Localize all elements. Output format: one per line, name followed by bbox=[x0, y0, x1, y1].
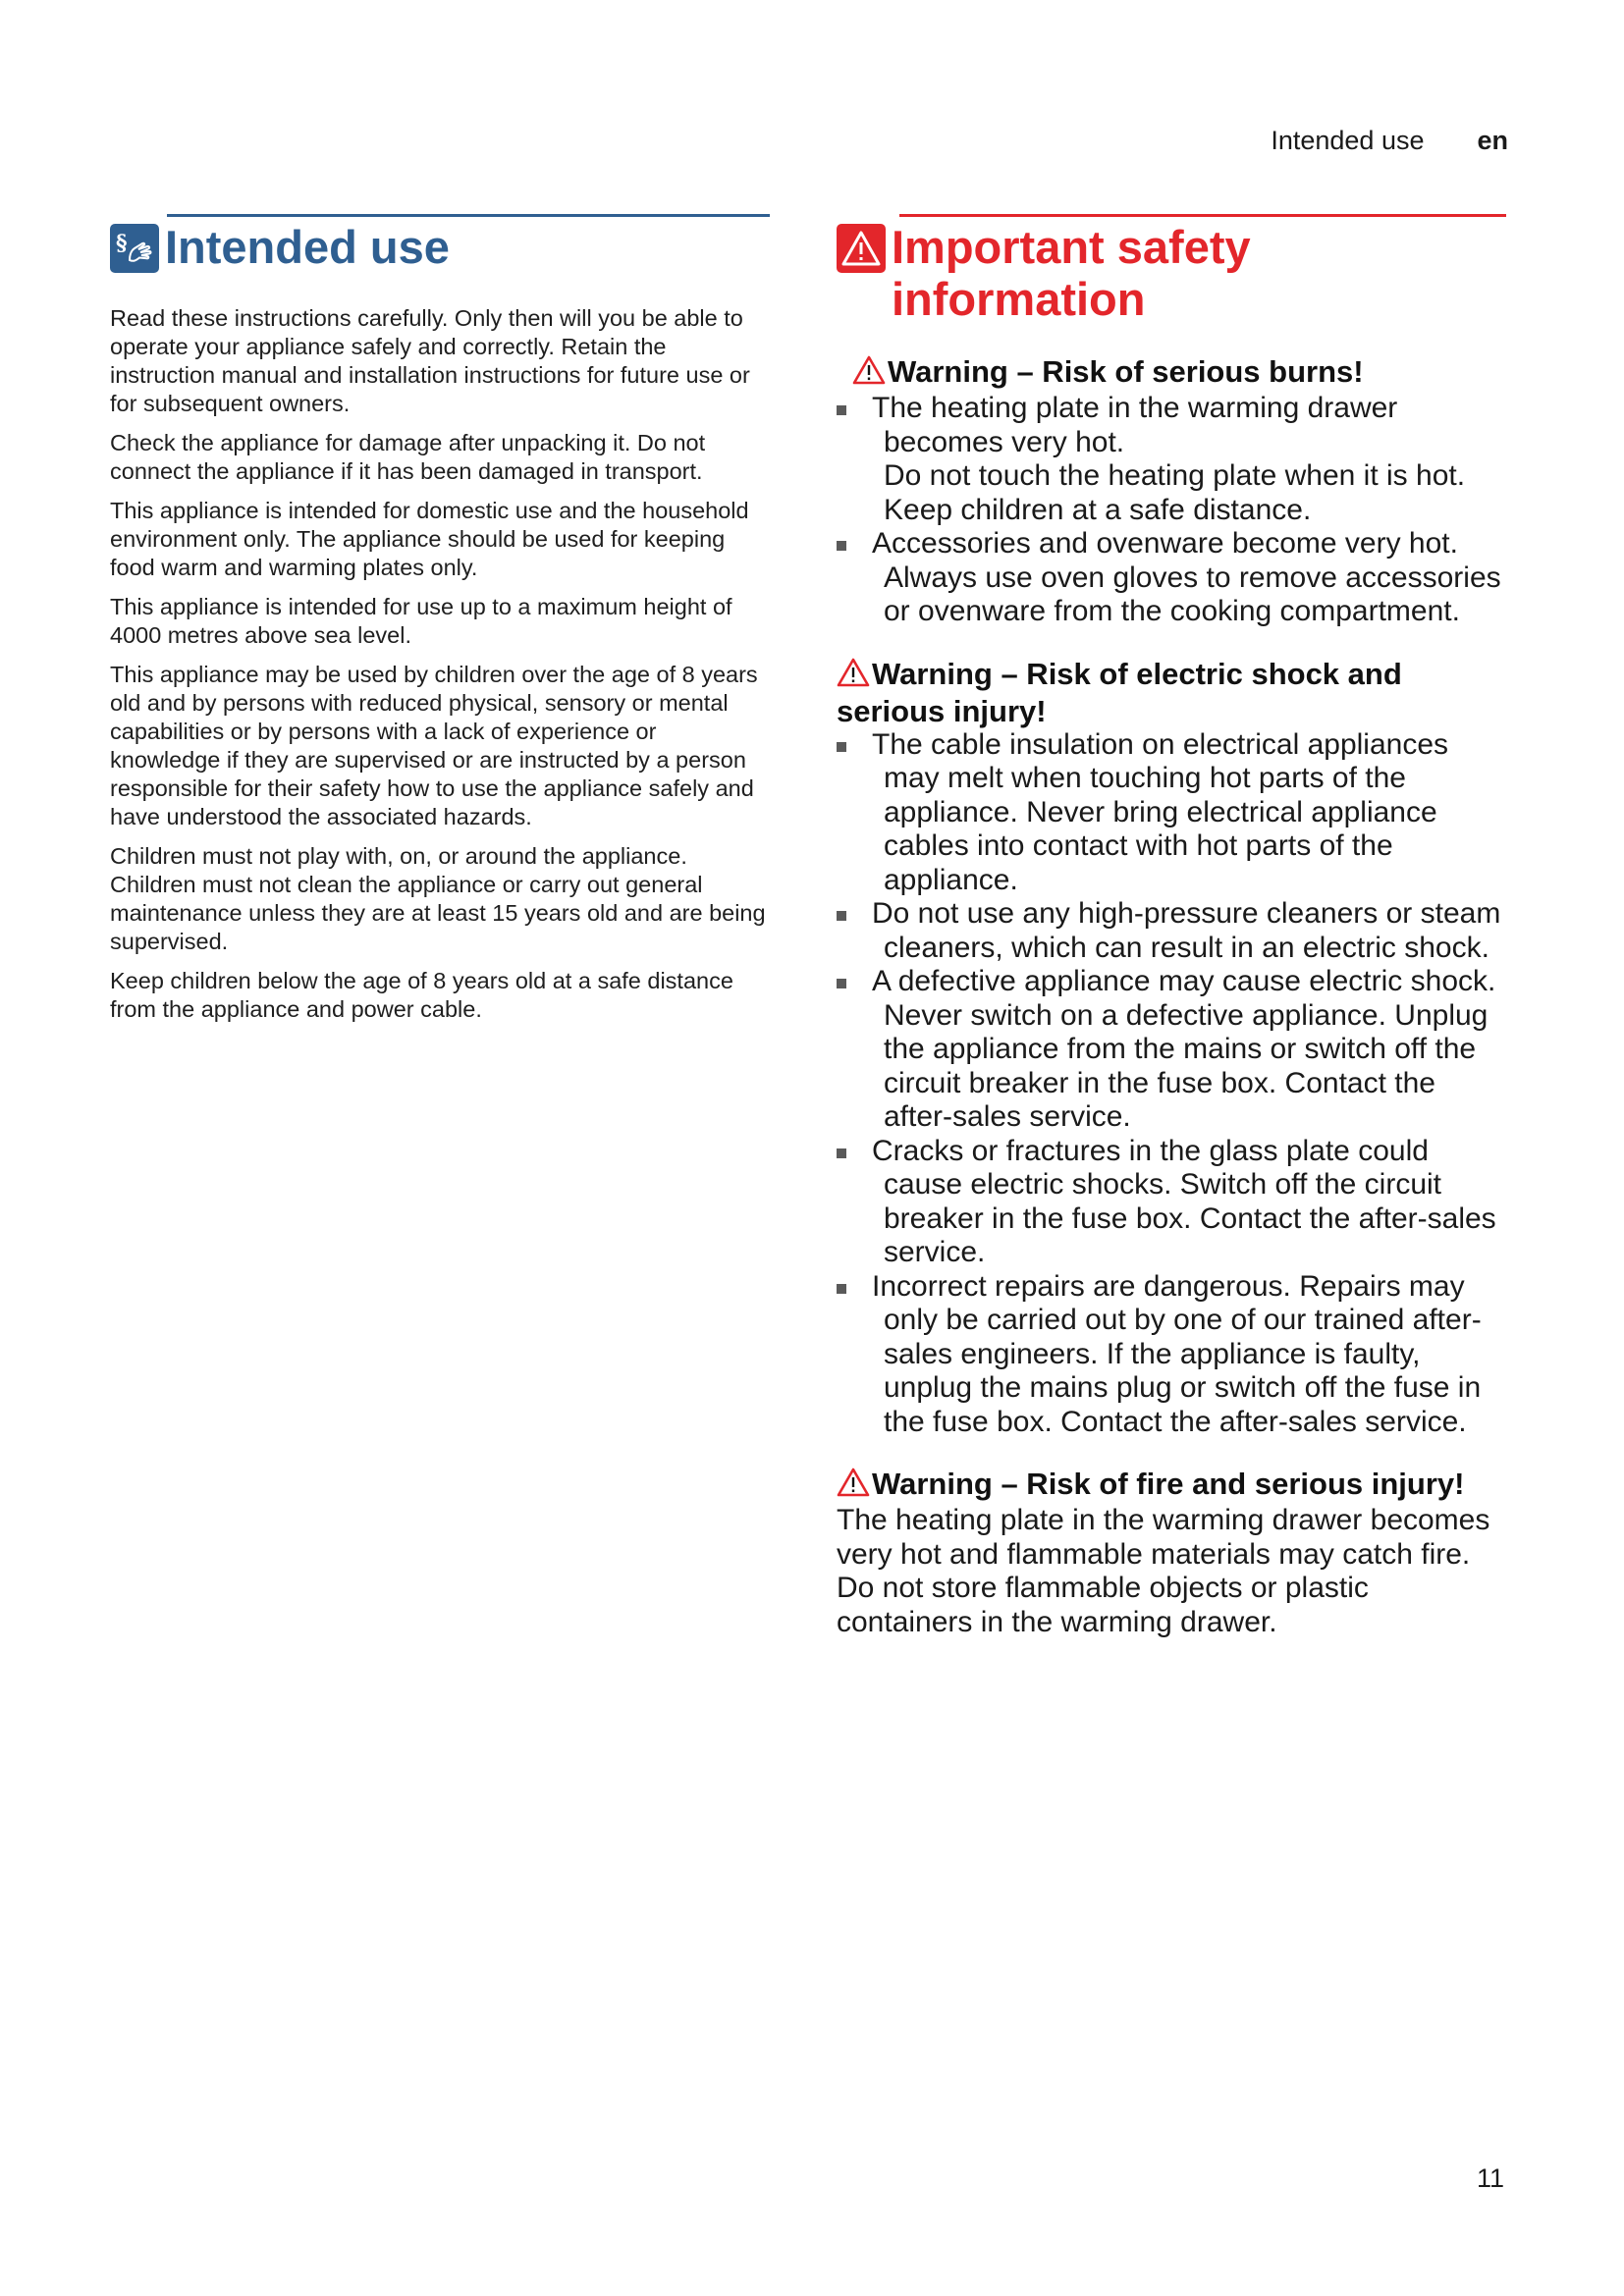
bullet-square-icon bbox=[837, 405, 846, 415]
list-item-text: Accessories and ovenware become very hot. Always use oven gloves to remove accessories or ovenware from the cooking compartment. bbox=[872, 527, 1501, 627]
list-item-text: Incorrect repairs are dangerous. Repairs may only be carried out by one of our trained after-sales engineers. If the appliance is faulty, unplug the mains plug or switch off the fuse in the fuse box. Contact the after-sales service. bbox=[872, 1269, 1482, 1438]
svg-text:§: § bbox=[116, 231, 128, 256]
list-item-text: A defective appliance may cause electric shock. Never switch on a defective appliance. Unplug the appliance from the mains or switch off the circuit breaker in the fuse box. Contact the after-sales service. bbox=[872, 965, 1496, 1133]
warning-heading-text: Warning – Risk of serious burns! bbox=[888, 354, 1364, 389]
safety-information-section bbox=[837, 214, 1506, 1639]
safety-heading bbox=[837, 221, 1506, 325]
list-item bbox=[837, 897, 1506, 965]
warning-heading bbox=[837, 354, 1506, 392]
warning-heading bbox=[837, 1467, 1506, 1504]
paragraph: Keep children below the age of 8 years old at a safe distance from the appliance and power cable. bbox=[110, 968, 733, 1022]
intended-use-heading bbox=[110, 221, 770, 273]
paragraph: This appliance is intended for domestic use and the household environment only. The appliance should be used for keeping food warm and warming plates only. bbox=[110, 498, 749, 580]
list-item-text: The heating plate in the warming drawer becomes very hot. bbox=[872, 392, 1398, 458]
list-item bbox=[837, 1270, 1506, 1440]
section-rule-blue bbox=[167, 214, 770, 217]
warning-heading bbox=[837, 657, 1506, 728]
section-rule-red bbox=[899, 214, 1506, 217]
warning-heading-text: Warning – Risk of electric shock and serious injury! bbox=[837, 656, 1402, 728]
warning-triangle-icon bbox=[837, 1468, 870, 1504]
list-item bbox=[837, 527, 1506, 629]
bullet-square-icon bbox=[837, 742, 846, 752]
paragraph: Children must not play with, on, or around the appliance. Children must not clean the appliance or carry out general maintenance unless they are at least 15 years old and are being supervised. bbox=[110, 843, 766, 954]
warning-triangle-icon bbox=[837, 658, 870, 694]
warning-text bbox=[837, 1504, 1506, 1639]
warning-list bbox=[837, 392, 1506, 629]
section-hand-icon bbox=[110, 224, 159, 273]
warning-triangle-icon bbox=[837, 224, 886, 273]
intended-use-section bbox=[110, 214, 770, 1035]
running-header bbox=[1271, 126, 1508, 156]
bullet-square-icon bbox=[837, 1148, 846, 1158]
intended-use-body bbox=[110, 304, 770, 1024]
paragraph: Do not store flammable objects or plastic containers in the warming drawer. bbox=[837, 1572, 1369, 1638]
warning-list bbox=[837, 728, 1506, 1440]
paragraph: Check the appliance for damage after unpacking it. Do not connect the appliance if it has been damaged in transport. bbox=[110, 430, 706, 484]
bullet-square-icon bbox=[837, 1284, 846, 1294]
paragraph: This appliance may be used by children over the age of 8 years old and by persons with reduced physical, sensory or mental capabilities or by persons with a lack of experience or knowledge if they are supervised or are instructed by a person responsible for their safety how to use the appliance safely and have understood the associated hazards. bbox=[110, 662, 758, 829]
warning-triangle-icon bbox=[852, 355, 886, 392]
list-item bbox=[837, 392, 1506, 527]
list-item-extra: Do not touch the heating plate when it is hot. Keep children at a safe distance. bbox=[884, 459, 1466, 526]
list-item-text: The cable insulation on electrical appliances may melt when touching hot parts of the appliance. Never bring electrical appliance cables into contact with hot parts of the appliance. bbox=[872, 727, 1449, 896]
list-item-text: Do not use any high-pressure cleaners or steam cleaners, which can result in an electric shock. bbox=[872, 897, 1501, 964]
running-header-section: Intended use bbox=[1271, 126, 1425, 155]
list-item bbox=[837, 728, 1506, 898]
bullet-square-icon bbox=[837, 541, 846, 551]
list-item bbox=[837, 1135, 1506, 1270]
warning-heading-text: Warning – Risk of fire and serious injury! bbox=[872, 1467, 1465, 1501]
list-item-text: Cracks or fractures in the glass plate could cause electric shocks. Switch off the circuit breaker in the fuse box. Contact the after-sales service. bbox=[872, 1134, 1496, 1268]
paragraph: The heating plate in the warming drawer becomes very hot and flammable materials may catch fire. bbox=[837, 1504, 1490, 1571]
paragraph: This appliance is intended for use up to a maximum height of 4000 metres above sea level. bbox=[110, 594, 732, 648]
page-number: 11 bbox=[1476, 2163, 1504, 2193]
bullet-square-icon bbox=[837, 979, 846, 988]
safety-title: Important safety information bbox=[892, 221, 1251, 325]
list-item bbox=[837, 965, 1506, 1135]
paragraph: Read these instructions carefully. Only then will you be able to operate your appliance safely and correctly. Retain the instruction manual and installation instructions for future use or for subsequent owners. bbox=[110, 305, 750, 416]
intended-use-title: Intended use bbox=[165, 221, 450, 273]
bullet-square-icon bbox=[837, 911, 846, 921]
running-header-language: en bbox=[1477, 126, 1508, 155]
